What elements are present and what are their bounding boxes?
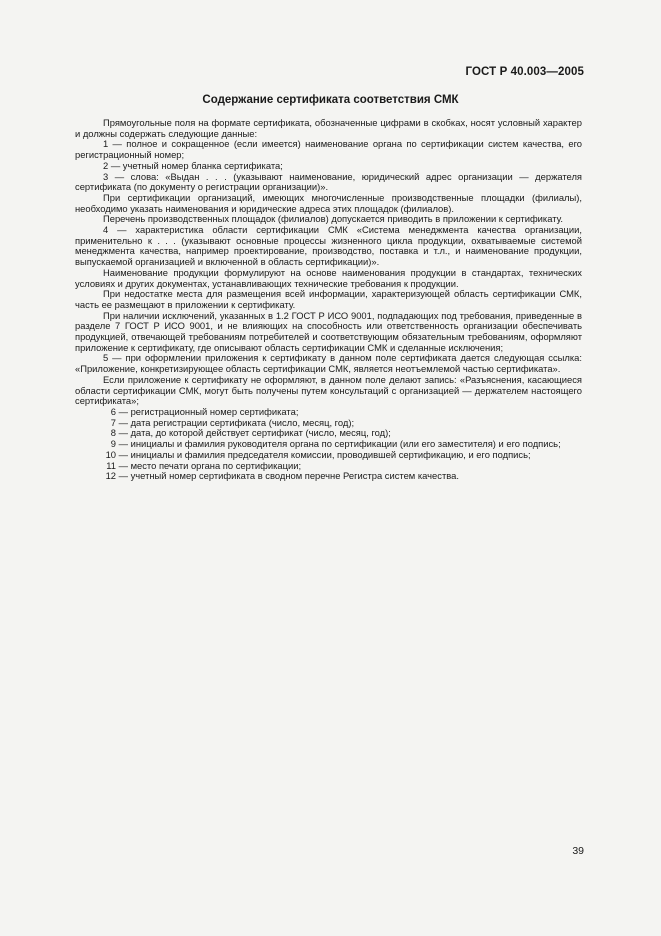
paragraph: Если приложение к сертификату не оформляют, в данном поле делают запись: «Разъяснения, касающиеся области сертификации СМК, могут быть получены путем консультаций с организацией — держателем настоящего сертификата»; xyxy=(75,373,582,407)
paragraph: 2 — учетный номер бланка сертификата; xyxy=(103,159,283,171)
paragraph: 4 — характеристика области сертификации СМК «Система менеджмента качества организации, применительно к . . . (указывают основные процессы жизненного цикла продукции, охватываемые системой менеджмента качества, например проектирование, производство, поставка и т.л., и наименование продукции, выпускаемой организацией и включенной в область сертификации)». xyxy=(75,224,582,268)
document-code: ГОСТ Р 40.003—2005 xyxy=(465,66,584,78)
paragraph: 1 — полное и сокращенное (если имеется) наименование органа по сертификации систем качества, его регистрационный номер; xyxy=(75,138,582,161)
list-item-number: 12 xyxy=(105,470,116,482)
list-item-number: 7 xyxy=(110,416,116,428)
paragraph: 3 — слова: «Выдан . . . (указывают наименование, юридический адрес организации — держателя сертификата (по документу о регистрации организации)». xyxy=(75,170,582,193)
list-item-text: — дата регистрации сертификата (число, месяц, год); xyxy=(118,416,355,428)
section-title: Содержание сертификата соответствия СМК xyxy=(202,94,459,106)
list-item-number: 10 xyxy=(105,448,116,460)
list-item-number: 8 xyxy=(110,427,116,439)
paragraph: При сертификации организаций, имеющих многочисленные производственные площадки (филиалы), необходимо указать наименования и юридические адреса этих площадок (филиалов). xyxy=(75,191,582,214)
list-item xyxy=(75,471,582,482)
list-item-number: 6 xyxy=(110,405,116,417)
paragraph: Прямоугольные поля на формате сертификата, обозначенные цифрами в скобках, носят условный характер и должны содержать следующие данные: xyxy=(75,117,582,139)
paragraph: При наличии исключений, указанных в 1.2 ГОСТ Р ИСО 9001, подпадающих под требования, приведенные в разделе 7 ГОСТ Р ИСО 9001, и не влияющих на способность или ответственность организации обеспечивать продукцией, отвечающей требованиям потребителей и соответствующим обязательным требованиям, оформляют приложение к сертификату, где описывают область сертификации СМК и сделанные исключения; xyxy=(75,309,582,353)
paragraph: При недостатке места для размещения всей информации, характеризующей область сертификации СМК, часть ее размещают в приложении к сертификату. xyxy=(75,288,582,310)
list-item-text: — регистрационный номер сертификата; xyxy=(118,405,299,417)
list-item-text: — учетный номер сертификата в сводном перечне Регистра систем качества. xyxy=(118,470,459,482)
list-item-text: — инициалы и фамилия руководителя органа по сертификации (или его заместителя) и его подпись; xyxy=(118,438,561,450)
list-item-text: — дата, до которой действует сертификат (число, месяц, год); xyxy=(118,427,391,439)
body-text xyxy=(75,118,582,482)
list-item-number: 11 xyxy=(106,459,116,471)
paragraph: 5 — при оформлении приложения к сертификату в данном поле сертификата дается следующая ссылка: «Приложение, конкретизирующее область сертификации СМК, является неотъемлемой частью сертификата». xyxy=(75,352,582,375)
paragraph: Наименование продукции формулируют на основе наименования продукции в стандартах, технических условиях и других документах, устанавливающих технические требования к продукции. xyxy=(75,266,582,289)
list-item-number: 9 xyxy=(110,438,116,450)
list-item-text: — место печати органа по сертификации; xyxy=(118,459,302,471)
paragraph: Перечень производственных площадок (филиалов) допускается приводить в приложении к сертификату. xyxy=(103,213,563,225)
list-item-text: — инициалы и фамилия председателя комиссии, проводившей сертификацию, и его подпись; xyxy=(118,448,531,460)
page-number: 39 xyxy=(572,845,584,857)
